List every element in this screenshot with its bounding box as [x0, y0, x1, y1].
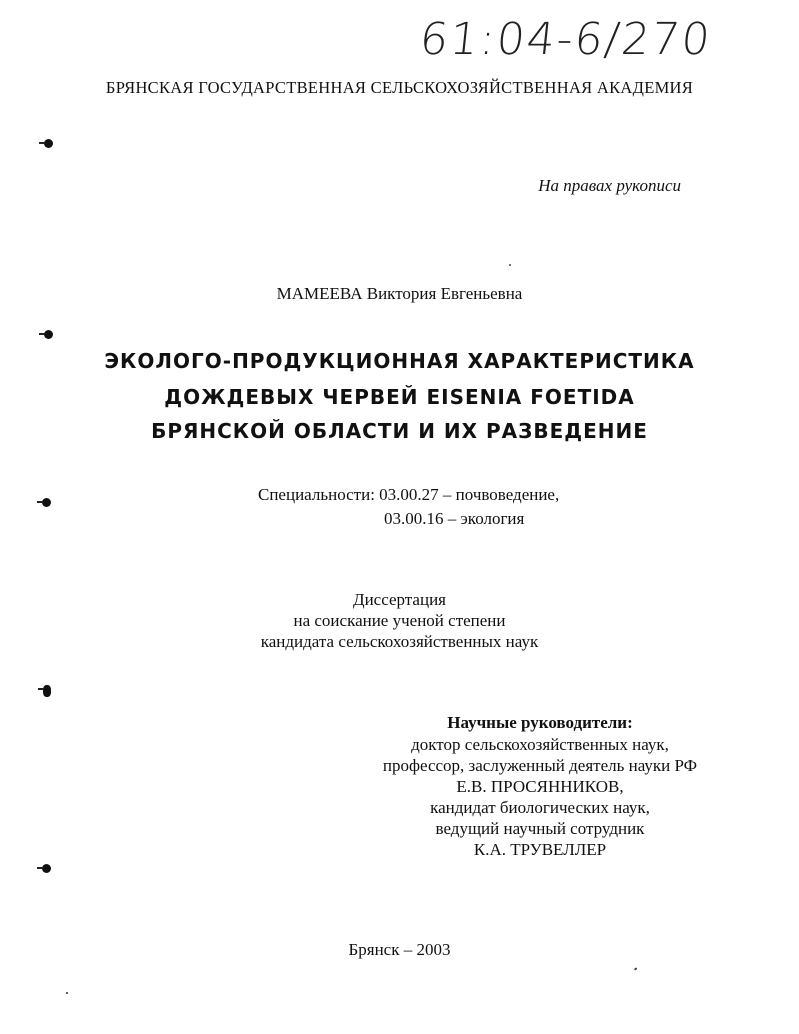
supervisor-line: К.А. ТРУВЕЛЛЕР — [473, 840, 607, 859]
dissertation-line-3: кандидата сельскохозяйственных наук — [260, 632, 539, 651]
specialty-line-2: 03.00.16 – экология — [384, 509, 525, 528]
specialty-line-1: Специальности: 03.00.27 – почвоведение, — [258, 485, 560, 504]
author-name: МАМЕЕВА Виктория Евгеньевна — [276, 284, 523, 303]
title-line-1: ЭКОЛОГО-ПРОДУКЦИОННАЯ ХАРАКТЕРИСТИКА — [104, 349, 695, 373]
binding-hole-mark — [44, 330, 53, 339]
city-year: Брянск – 2003 — [348, 940, 451, 959]
supervisor-line: ведущий научный сотрудник — [435, 819, 645, 838]
supervisor-line: кандидат биологических наук, — [430, 798, 650, 817]
dissertation-line-1: Диссертация — [352, 590, 446, 609]
supervisor-line: доктор сельскохозяйственных наук, — [411, 735, 669, 754]
scan-speck — [634, 967, 637, 970]
binding-hole-mark — [43, 685, 51, 697]
binding-hole-mark — [42, 864, 51, 873]
dissertation-line-2: на соискание ученой степени — [293, 611, 506, 630]
scan-speck — [66, 992, 68, 994]
supervisor-line: Е.В. ПРОСЯННИКОВ, — [456, 777, 624, 796]
archive-code-handwritten: 61:04-6/270 — [417, 14, 715, 65]
binding-hole-mark — [44, 139, 53, 148]
manuscript-rights-note: На правах рукописи — [538, 176, 681, 195]
title-line-3: БРЯНСКОЙ ОБЛАСТИ И ИХ РАЗВЕДЕНИЕ — [151, 419, 648, 443]
title-line-2: ДОЖДЕВЫХ ЧЕРВЕЙ EISENIA FOETIDA — [164, 385, 635, 409]
institution-name: БРЯНСКАЯ ГОСУДАРСТВЕННАЯ СЕЛЬСКОХОЗЯЙСТВЕННАЯ АКАДЕМИЯ — [105, 78, 694, 97]
supervisors-heading: Научные руководители: — [447, 713, 633, 732]
scan-speck — [509, 264, 511, 266]
binding-hole-mark — [42, 498, 51, 507]
supervisor-line: профессор, заслуженный деятель науки РФ — [382, 756, 698, 775]
